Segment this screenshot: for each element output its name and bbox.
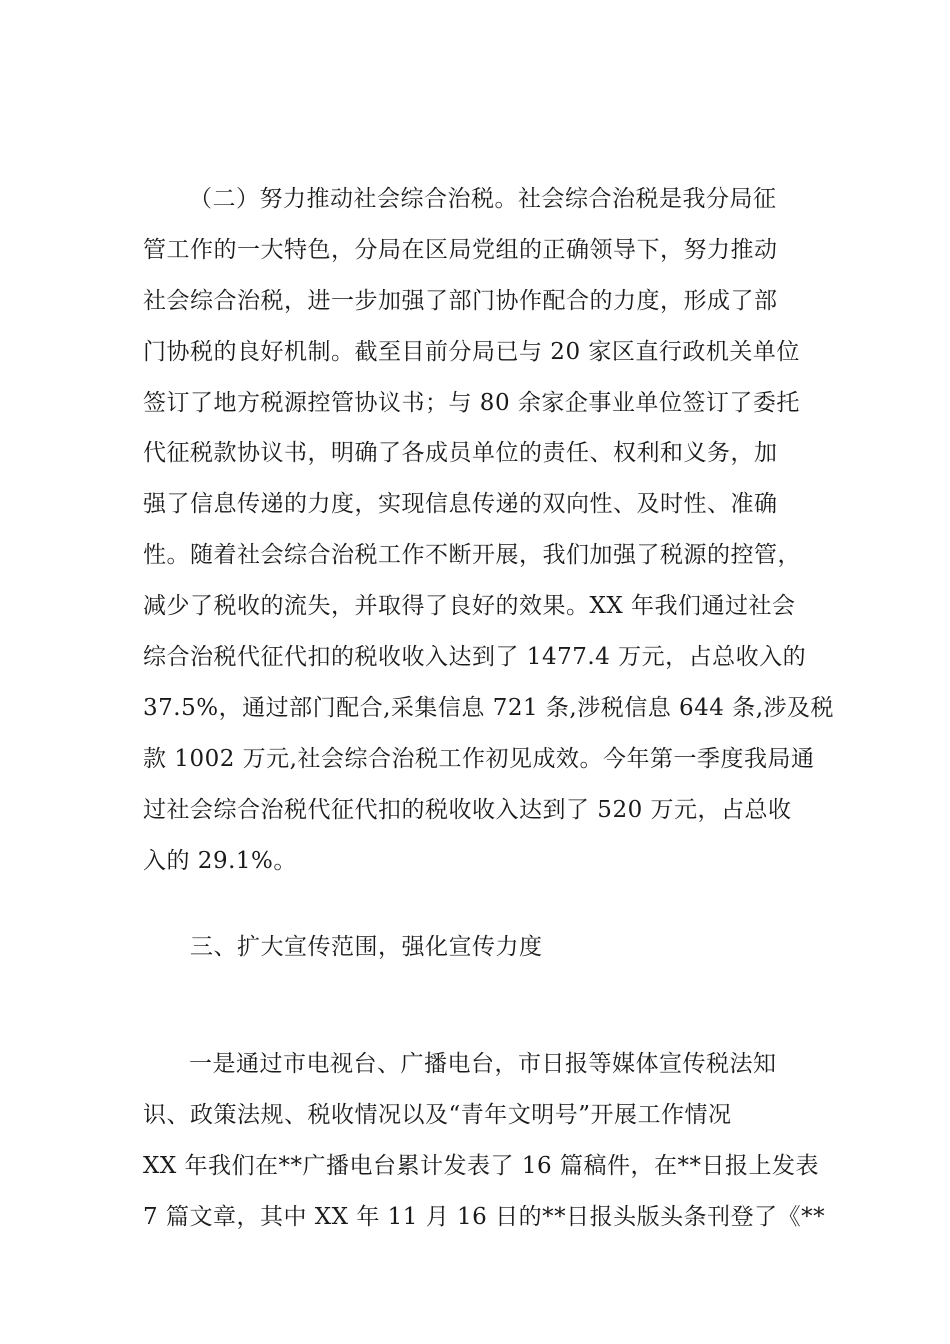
paragraph-line: 代征税款协议书，明确了各成员单位的责任、权利和义务，加 — [143, 440, 778, 467]
section-heading-publicity — [143, 922, 808, 972]
paragraph-line: 37.5%，通过部门配合,采集信息 721 条,涉税信息 644 条,涉及税 — [143, 694, 835, 721]
paragraph-line: 管工作的一大特色，分局在区局党组的正确领导下，努力推动 — [143, 236, 778, 263]
paragraph-line: 过社会综合治税代征代扣的税收收入达到了 520 万元，占总收 — [143, 796, 792, 823]
paragraph-line: 签订了地方税源控管协议书；与 80 余家企事业单位签订了委托 — [143, 389, 800, 416]
paragraph-line: （二）努力推动社会综合治税。社会综合治税是我分局征 — [189, 186, 777, 212]
paragraph-line: 强了信息传递的力度，实现信息传递的双向性、及时性、准确 — [143, 491, 778, 518]
paragraph-line: XX 年我们在**广播电台累计发表了 16 篇稿件，在**日报上发表 — [143, 1152, 819, 1179]
paragraph-line: 7 篇文章，其中 XX 年 11 月 16 日的**日报头版头条刊登了《** — [143, 1203, 826, 1230]
paragraph-line: 减少了税收的流失，并取得了良好的效果。XX 年我们通过社会 — [143, 593, 796, 620]
paragraph-line: 门协税的良好机制。截至目前分局已与 20 家区直行政机关单位 — [143, 338, 800, 365]
paragraph-line: 综合治税代征代扣的税收收入达到了 1477.4 万元，占总收入的 — [143, 644, 807, 671]
paragraph-line: 性。随着社会综合治税工作不断开展，我们加强了税源的控管， — [143, 542, 801, 569]
paragraph-line: 识、政策法规、税收情况以及“青年文明号”开展工作情况 — [143, 1101, 732, 1128]
paragraph-line: 入的 29.1%。 — [143, 847, 297, 874]
section-heading: 三、扩大宣传范围，强化宣传力度 — [190, 934, 543, 960]
paragraph-line: 社会综合治税，进一步加强了部门协作配合的力度，形成了部 — [143, 287, 778, 314]
paragraph-media-publicity — [143, 1039, 826, 1243]
paragraph-line: 款 1002 万元,社会综合治税工作初见成效。今年第一季度我局通 — [143, 745, 815, 772]
paragraph-line: 一是通过市电视台、广播电台，市日报等媒体宣传税法知 — [189, 1051, 777, 1077]
paragraph-social-tax-governance — [143, 174, 835, 886]
